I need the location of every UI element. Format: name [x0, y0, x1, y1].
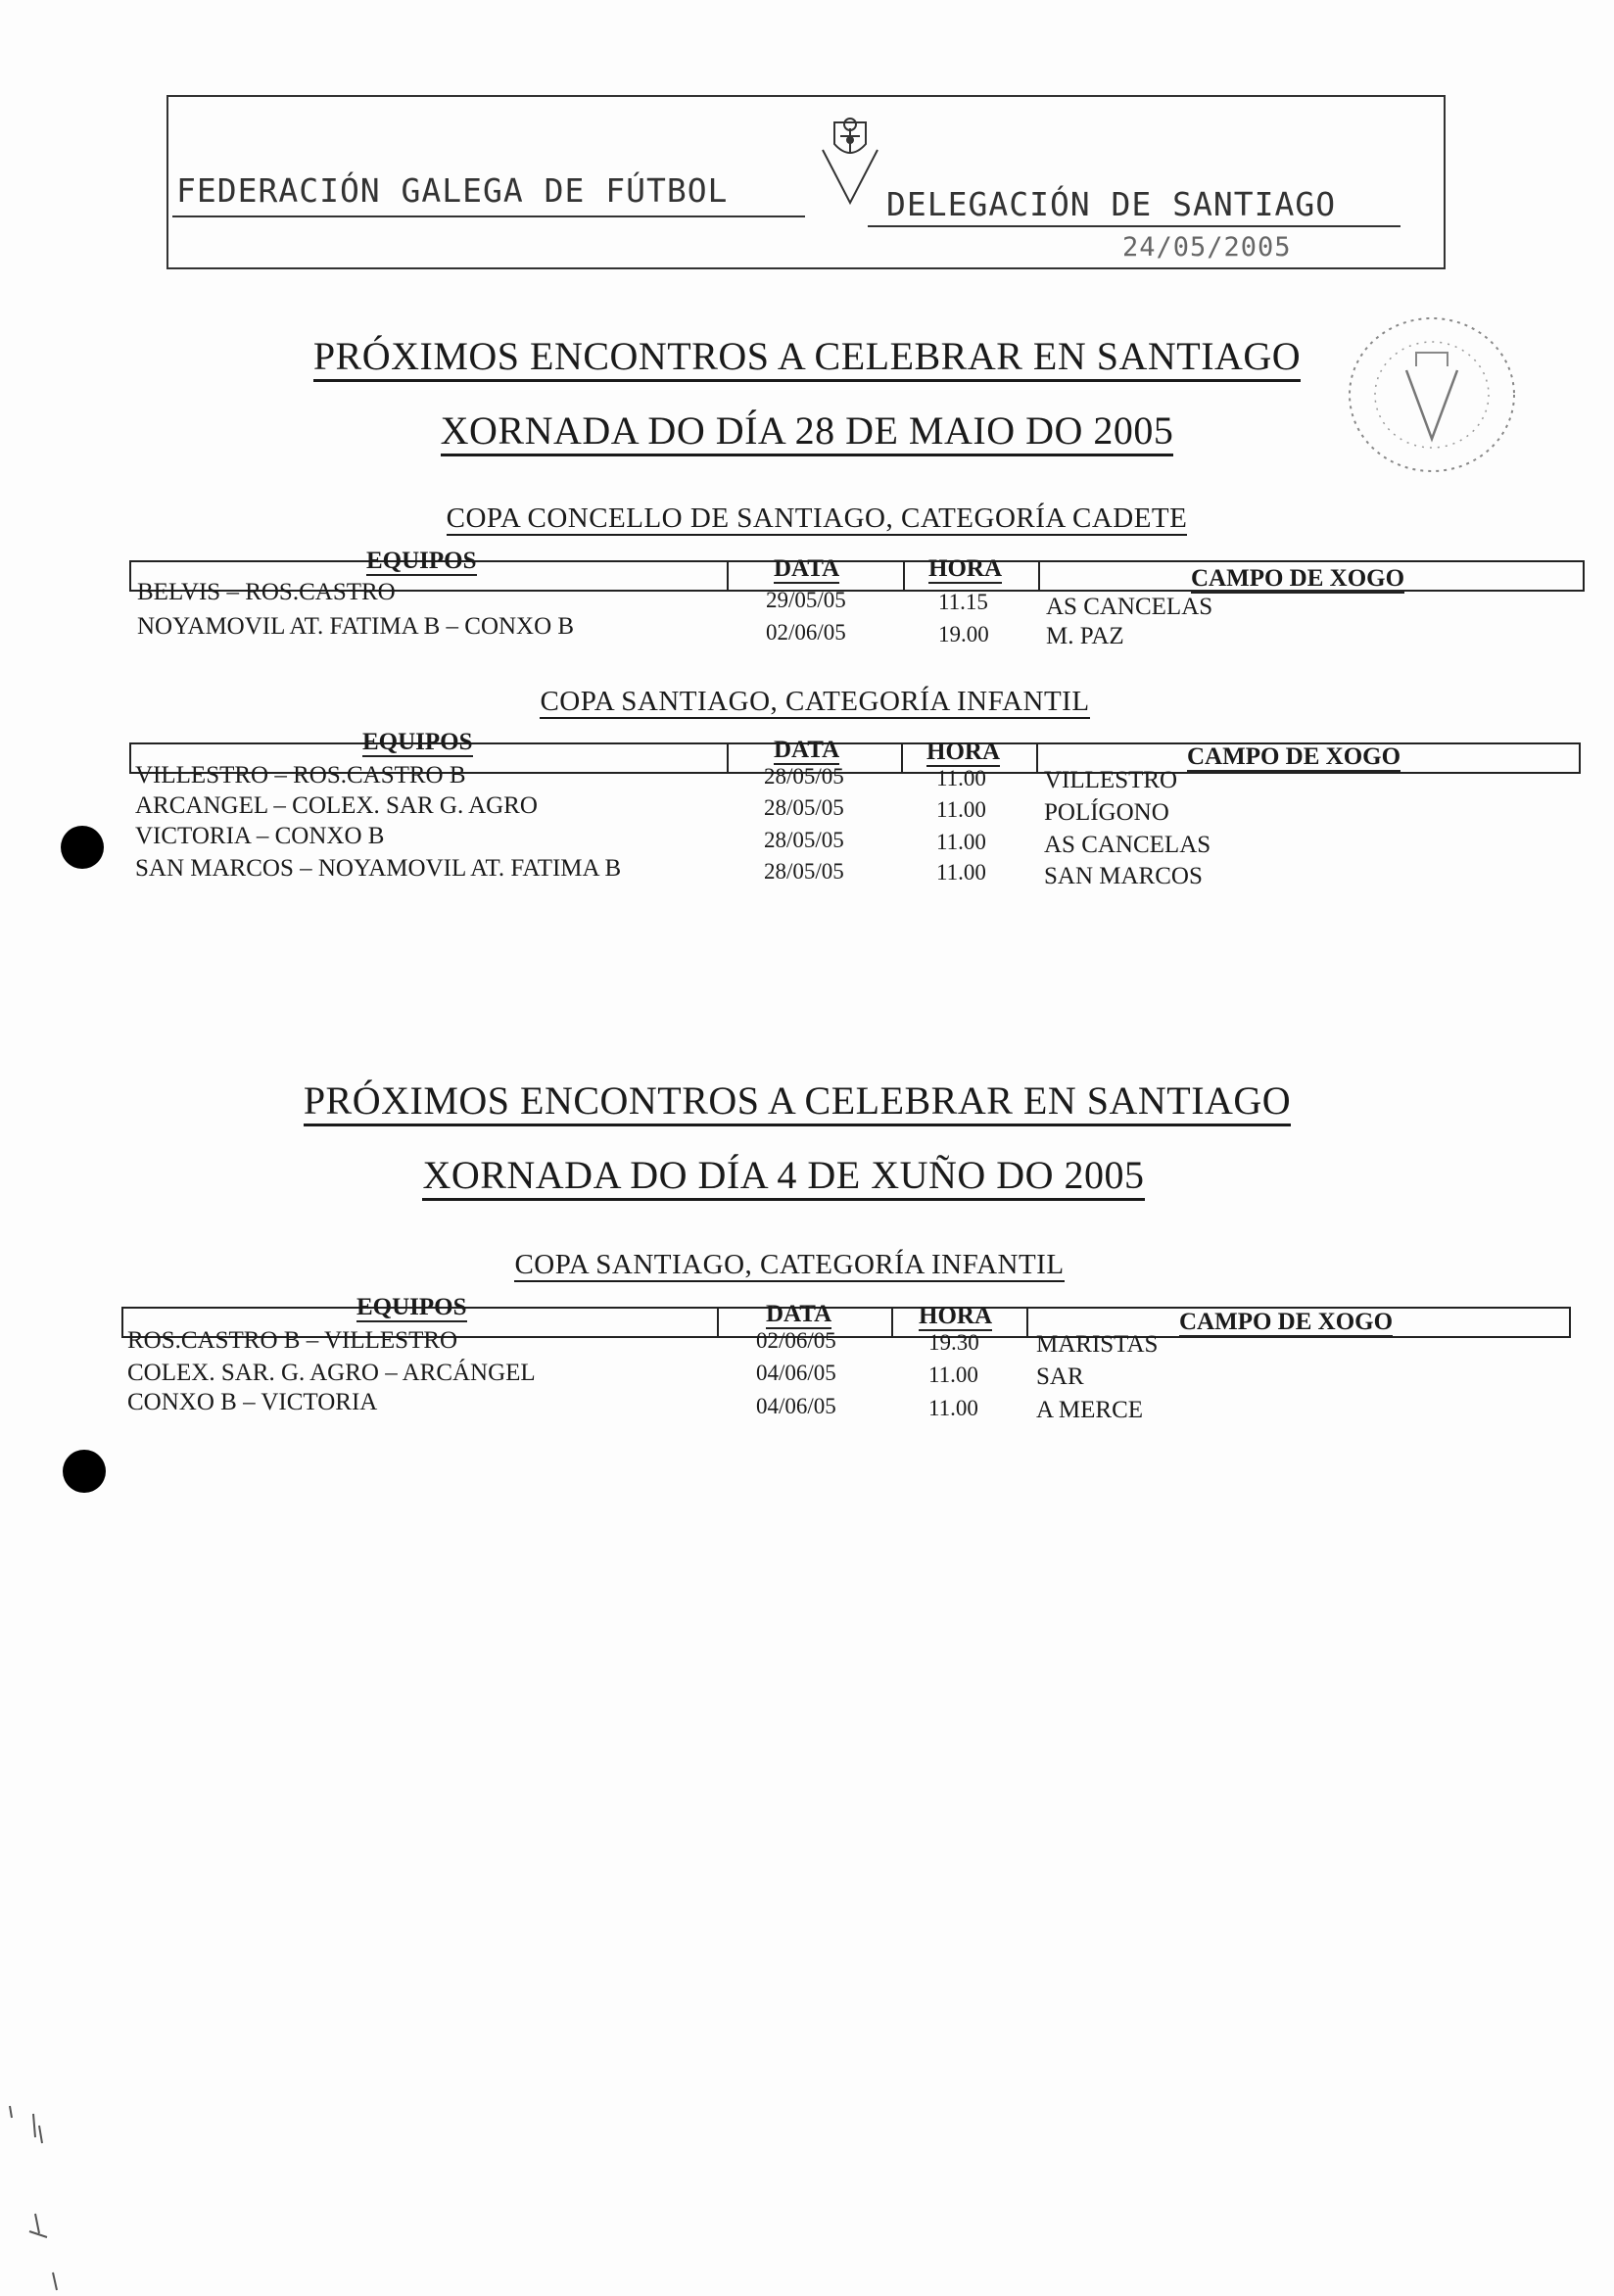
col-header-data: DATA [774, 555, 840, 582]
cell-data: 28/05/05 [764, 828, 844, 852]
cell-hora: 19.00 [938, 622, 989, 646]
col-header-hora: HORA [928, 555, 1002, 582]
cell-equipos: VILLESTRO – ROS.CASTRO B [135, 762, 466, 789]
cell-hora: 11.00 [936, 766, 986, 790]
punch-hole [63, 1450, 106, 1493]
header-date: 24/05/2005 [1122, 232, 1292, 263]
cell-hora: 11.00 [936, 797, 986, 822]
cell-campo: M. PAZ [1046, 623, 1124, 649]
section-2-title: PRÓXIMOS ENCONTROS A CELEBRAR EN SANTIAGO [0, 1077, 1604, 1124]
cell-hora: 11.15 [938, 590, 988, 614]
cell-equipos: SAN MARCOS – NOYAMOVIL AT. FATIMA B [135, 855, 622, 882]
col-header-equipos: EQUIPOS [356, 1294, 467, 1320]
section-2-subtitle: XORNADA DO DÍA 4 DE XUÑO DO 2005 [0, 1152, 1590, 1198]
cell-data: 28/05/05 [764, 859, 844, 884]
cell-campo: A MERCE [1036, 1397, 1144, 1423]
col-header-data: DATA [766, 1301, 832, 1327]
cell-data: 02/06/05 [766, 620, 846, 645]
col-header-campo: CAMPO DE XOGO [1179, 1309, 1394, 1335]
cell-data: 29/05/05 [766, 588, 846, 612]
competition-title: COPA CONCELLO DE SANTIAGO, CATEGORÍA CADETE [446, 502, 1188, 534]
col-header-equipos: EQUIPOS [362, 729, 473, 755]
crest-icon [815, 111, 885, 207]
col-header-data: DATA [774, 737, 840, 763]
cell-campo: AS CANCELAS [1046, 594, 1213, 620]
col-header-hora: HORA [919, 1303, 992, 1329]
cell-campo: VILLESTRO [1044, 767, 1178, 793]
col-header-campo: CAMPO DE XOGO [1191, 565, 1405, 592]
cell-equipos: COLEX. SAR. G. AGRO – ARCÁNGEL [127, 1360, 536, 1386]
punch-hole [61, 826, 104, 869]
cell-data: 02/06/05 [756, 1328, 836, 1353]
cell-campo: POLÍGONO [1044, 799, 1169, 826]
col-header-hora: HORA [926, 739, 1000, 765]
letterhead-rule-left [172, 215, 805, 217]
cell-campo: AS CANCELAS [1044, 832, 1211, 858]
cell-equipos: NOYAMOVIL AT. FATIMA B – CONXO B [137, 613, 575, 640]
delegation-name: DELEGACIÓN DE SANTIAGO [886, 185, 1337, 223]
cell-data: 04/06/05 [756, 1394, 836, 1418]
cell-data: 28/05/05 [764, 764, 844, 789]
section-1-title: PRÓXIMOS ENCONTROS A CELEBRAR EN SANTIAGO [0, 333, 1614, 379]
cell-hora: 11.00 [936, 860, 986, 885]
letterhead-rule-right [868, 225, 1400, 227]
cell-hora: 11.00 [928, 1363, 978, 1387]
col-header-campo: CAMPO DE XOGO [1187, 743, 1401, 770]
letterhead [166, 95, 1446, 269]
cell-equipos: ROS.CASTRO B – VILLESTRO [127, 1327, 458, 1354]
col-header-equipos: EQUIPOS [366, 548, 477, 574]
section-1-subtitle: XORNADA DO DÍA 28 DE MAIO DO 2005 [0, 407, 1614, 454]
cell-data: 04/06/05 [756, 1361, 836, 1385]
cell-campo: MARISTAS [1036, 1331, 1159, 1358]
cell-equipos: VICTORIA – CONXO B [135, 823, 385, 849]
scan-marks [0, 2086, 88, 2296]
cell-campo: SAR [1036, 1363, 1084, 1390]
cell-hora: 11.00 [936, 830, 986, 854]
competition-title: COPA SANTIAGO, CATEGORÍA INFANTIL [540, 686, 1090, 717]
cell-equipos: CONXO B – VICTORIA [127, 1389, 378, 1415]
cell-hora: 19.30 [928, 1330, 979, 1355]
competition-title: COPA SANTIAGO, CATEGORÍA INFANTIL [514, 1249, 1065, 1280]
cell-equipos: ARCANGEL – COLEX. SAR G. AGRO [135, 792, 538, 819]
cell-campo: SAN MARCOS [1044, 863, 1203, 889]
cell-equipos: BELVIS – ROS.CASTRO [137, 579, 396, 605]
federation-name: FEDERACIÓN GALEGA DE FÚTBOL [176, 171, 729, 210]
cell-hora: 11.00 [928, 1396, 978, 1420]
cell-data: 28/05/05 [764, 795, 844, 820]
